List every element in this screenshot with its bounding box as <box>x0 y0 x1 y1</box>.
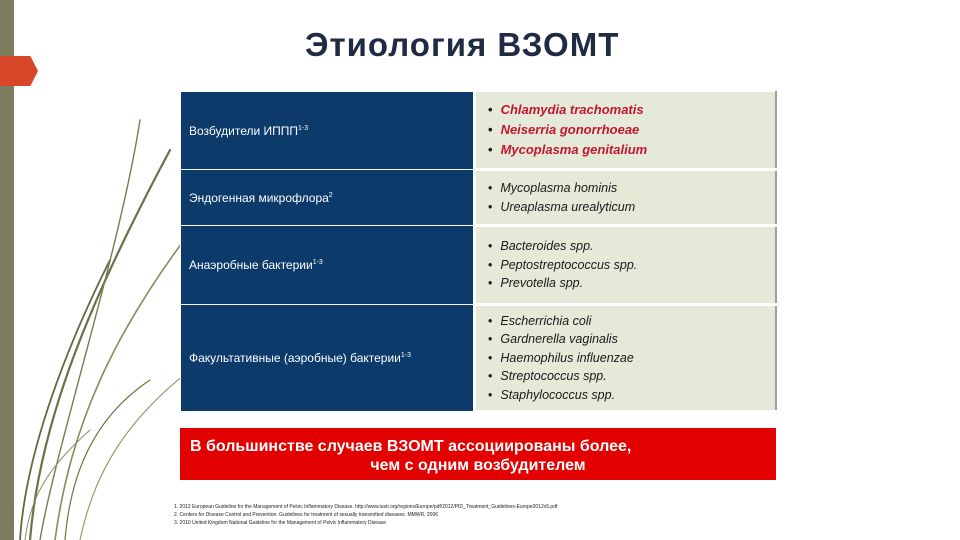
table-row <box>181 226 777 305</box>
pathogen-list-cell <box>475 305 777 412</box>
organism-list <box>484 100 767 160</box>
reference-item: 1. 2012 European Guideline for the Management of Pelvic Inflammatory Disease. http://www.iusti.org/regions/Europe/pdf/2012/PID_Treatment_Guidelines-Europe2012v5.pdf <box>174 504 558 510</box>
list-item: • Staphylococcus spp. <box>488 387 616 402</box>
table-row <box>181 92 777 170</box>
pathogen-list-cell <box>475 170 777 226</box>
pathogen-group-label: Факультативные (аэробные) бактерии$^{1-3}$ <box>181 305 475 412</box>
organism-list <box>484 312 767 405</box>
list-item: • Haemophilus influenzae <box>488 350 634 365</box>
table-row <box>181 305 777 412</box>
pathogen-group-label: Анаэробные бактерии$^{1-3}$ <box>181 226 475 305</box>
list-item: • Ureaplasma urealyticum <box>488 199 636 214</box>
accent-flag-arrow <box>0 56 38 86</box>
list-item: • Mycoplasma hominis <box>488 180 618 195</box>
reference-item: 2. Centers for Disease Control and Prevention. Guidelines for treatment of sexually transmitted diseases. MMWR, 2006 <box>174 512 439 518</box>
organism-list <box>484 237 767 293</box>
list-item: • Mycoplasma genitalium <box>488 142 648 157</box>
highlight-note <box>180 426 776 480</box>
list-item: • Neiserria gonorrhoeae <box>488 122 640 137</box>
list-item: • Streptococcus spp. <box>488 369 607 384</box>
list-item: • Chlamydia trachomatis <box>488 102 644 117</box>
list-item: • Prevotella spp. <box>488 276 584 291</box>
organism-list <box>484 179 767 216</box>
reference-item: 3. 2010 United Kingdom National Guideline for the Management of Pelvic Inflammatory Disease <box>174 520 387 526</box>
note-line-1: В большинстве случаев ВЗОМТ ассоциированы более, <box>190 438 632 455</box>
pathogen-group-label: Эндогенная микрофлора$^2$ <box>181 170 475 226</box>
list-item: • Peptostreptococcus spp. <box>488 257 638 272</box>
pathogen-group-label: Возбудители ИППП$^{1-3}$ <box>181 92 475 170</box>
table-row <box>181 170 777 226</box>
list-item: • Bacteroides spp. <box>488 239 594 254</box>
references <box>174 503 734 527</box>
list-item: • Gardnerella vaginalis <box>488 332 618 347</box>
etiology-table <box>180 91 777 413</box>
page-title: Этиология ВЗОМТ <box>305 26 620 63</box>
pathogen-list-cell <box>475 226 777 305</box>
pathogen-list-cell <box>475 92 777 170</box>
list-item: • Escherrichia coli <box>488 313 592 328</box>
note-line-2: чем с одним возбудителем <box>370 457 586 474</box>
